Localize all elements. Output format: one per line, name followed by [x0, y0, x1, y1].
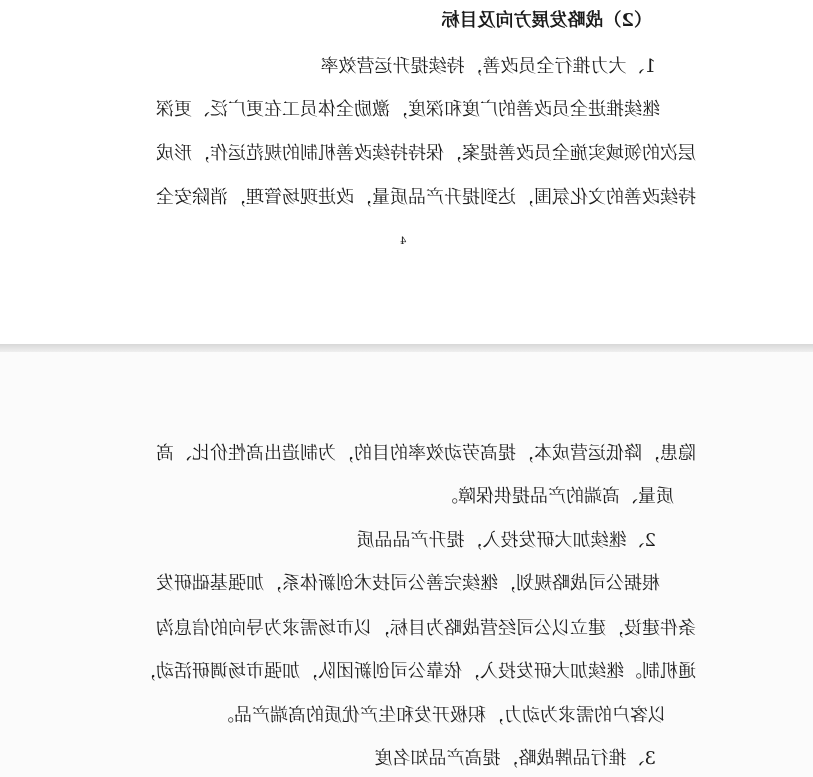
paragraph-line-9: 以客户的需求为动力，积极开发和生产优质的高端产品。: [216, 705, 666, 726]
item-2-title: 2、继续加大研发投入，提升产品品质: [356, 530, 656, 551]
paragraph-line-3: 持续改善的文化氛围，达到提升产品质量，改进现场管理，消除安全: [156, 187, 696, 208]
paragraph-line-5: 质量、高端的产品提供保障。: [440, 486, 674, 507]
paragraph-line-6: 根据公司战略规划，继续完善公司技术创新体系，加强基础研发: [156, 573, 660, 594]
paragraph-line-1: 继续推进全员改善的广度和深度，激励全体员工在更广泛、更深: [156, 99, 660, 120]
paragraph-line-2: 层次的领域实施全员改善提案，保持持续改善机制的规范运作，形成: [156, 143, 696, 164]
section-heading: （2）战略发展方向及目标: [441, 10, 652, 31]
item-1-title: 1、大力推行全员改善，持续提升运营效率: [320, 56, 656, 77]
document-page-2: [0, 352, 813, 777]
paragraph-line-4: 隐患，降低运营成本，提高劳动效率的目的，为制造出高性价比、高: [156, 443, 696, 464]
document-page-1: [0, 0, 813, 344]
page-separator: [0, 344, 813, 352]
item-3-title: 3、推行品牌战略，提高产品知名度: [374, 748, 656, 769]
page-number: 4: [400, 236, 407, 247]
paragraph-line-8: 通机制。继续加大研发投入，依靠公司创新团队，加强市场调研活动，: [138, 661, 696, 682]
paragraph-line-7: 条件建设，建立以公司经营战略为目标，以市场需求为导向的信息沟: [156, 618, 696, 639]
